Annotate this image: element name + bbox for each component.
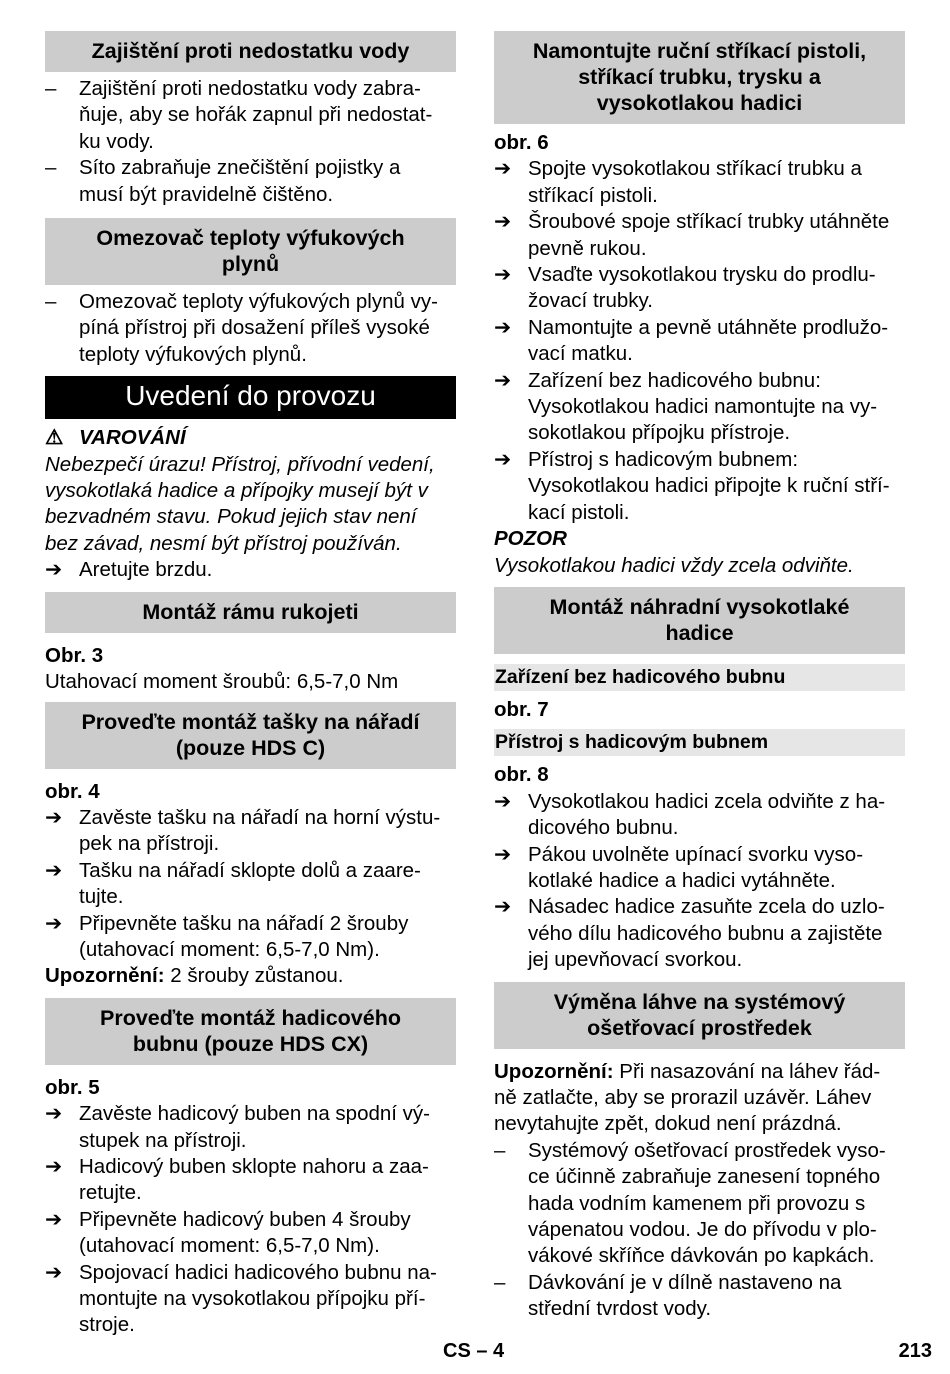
line: stupek na přístroji. <box>79 1128 247 1152</box>
line: Proveďte montáž tašky na nářadí <box>81 709 420 734</box>
line: vysokotlakou hadici <box>596 91 803 115</box>
line: (utahovací moment: 6,5-7,0 Nm). <box>79 1234 380 1258</box>
arrow-bullet-icon: ➔ <box>494 263 512 287</box>
water-shortage-list <box>45 76 456 208</box>
list-item <box>45 1154 456 1207</box>
line: bez závad, nesmí být přístroj používán. <box>45 531 402 555</box>
exhaust-limiter-list <box>45 289 456 368</box>
line: Připevněte hadicový buben 4 šrouby <box>79 1207 411 1231</box>
list-item <box>494 368 905 447</box>
line: hada vodním kamenem při provozu s <box>528 1191 866 1215</box>
heading-bottle-change <box>494 982 905 1049</box>
line: Proveďte montáž hadicového <box>100 1005 401 1030</box>
heading-exhaust-limiter <box>45 218 456 285</box>
line: střední tvrdost vody. <box>528 1297 712 1321</box>
line: vysokotlaká hadice a přípojky musejí být v <box>45 479 428 503</box>
line: stroje. <box>79 1313 135 1337</box>
list-item-text <box>79 911 456 964</box>
line: Tašku na nářadí sklopte dolů a zaare- <box>79 858 421 882</box>
line: tujte. <box>79 885 124 909</box>
list-item <box>494 789 905 842</box>
line: stříkací pistoli. <box>528 183 658 207</box>
line: Zavěste hadicový buben na spodní vý- <box>79 1102 430 1126</box>
line: Hadicový buben sklopte nahoru a zaa- <box>79 1154 429 1178</box>
list-item-text <box>79 805 456 858</box>
list-item-text <box>79 557 456 583</box>
figure-ref-7: obr. 7 <box>494 697 549 721</box>
line: pek na přístroji. <box>79 832 220 856</box>
line: Namontujte ruční stříkací pistoli, <box>532 39 867 63</box>
line: Omezovač teploty výfukových plynů vy- <box>79 290 438 314</box>
figure-ref-6: obr. 6 <box>494 131 549 154</box>
line: Spojte vysokotlakou stříkací trubku a <box>528 157 862 181</box>
arrow-bullet-icon: ➔ <box>45 1154 63 1178</box>
arrow-bullet-icon: ➔ <box>494 315 512 339</box>
caution-text: Vysokotlakou hadici vždy zcela odviňte. <box>494 553 854 577</box>
line: Pákou uvolněte upínací svorku vyso- <box>528 842 864 866</box>
list-item <box>45 858 456 911</box>
heading-water-shortage: Zajištění proti nedostatku vody <box>45 31 456 72</box>
list-item <box>494 156 905 209</box>
list-item-text <box>528 262 905 315</box>
figure-ref-8: obr. 8 <box>494 763 549 787</box>
warning-title: VAROVÁNÍ <box>79 426 186 450</box>
list-item <box>45 911 456 964</box>
line: teploty výfukových plynů. <box>79 342 307 366</box>
tool-bag-list <box>45 805 456 963</box>
list-item-text <box>528 368 905 447</box>
line: Nebezpečí úrazu! Přístroj, přívodní vedení, <box>45 452 435 476</box>
line: stříkací trubku, trysku a <box>578 65 821 89</box>
line: Šroubové spoje stříkací trubky utáhněte <box>528 210 890 234</box>
list-item <box>45 1207 456 1260</box>
line: retujte. <box>79 1181 142 1205</box>
line: bubnu (pouze HDS CX) <box>132 1031 369 1056</box>
line: dicového bubnu. <box>528 816 679 840</box>
list-item-text <box>528 447 905 526</box>
line: Vysokotlakou hadici namontujte na vy- <box>528 395 878 419</box>
arrow-bullet-icon: ➔ <box>494 368 512 392</box>
arrow-bullet-icon: ➔ <box>494 447 512 471</box>
line: (utahovací moment: 6,5-7,0 Nm). <box>79 937 380 961</box>
line: ošetřovací prostředek <box>587 1015 812 1040</box>
line: Vsaďte vysokotlakou trysku do prodlu- <box>528 263 876 287</box>
list-item <box>494 894 905 973</box>
subheading-no-drum: Zařízení bez hadicového bubnu <box>494 664 905 691</box>
list-item-text <box>79 1154 456 1207</box>
dash-bullet: – <box>494 1270 506 1294</box>
line: Dávkování je v dílně nastaveno na <box>528 1270 842 1294</box>
list-item <box>45 1260 456 1339</box>
footer-page-number: 213 <box>898 1340 932 1362</box>
line: jej upevňovací svorkou. <box>528 948 743 972</box>
line: musí být pravidelně čištěno. <box>79 182 334 206</box>
line: píná přístroj při dosažení příleš vysoké <box>79 316 430 340</box>
line: Přístroj s hadicovým bubnem: <box>528 447 799 471</box>
arrow-bullet-icon: ➔ <box>45 911 63 935</box>
spray-gun-list <box>494 156 905 526</box>
list-item-text <box>528 315 905 368</box>
caution-title: POZOR <box>494 527 567 551</box>
line: kotlaké hadice a hadici vytáhněte. <box>528 868 836 892</box>
line: Spojovací hadici hadicového bubnu na- <box>79 1260 437 1284</box>
arrow-bullet-icon: ➔ <box>45 858 63 882</box>
line: (pouze HDS C) <box>175 735 326 760</box>
line: Vysokotlakou hadici zcela odviňte z ha- <box>528 789 886 813</box>
line: Zajištění proti nedostatku vody zabra- <box>79 77 421 100</box>
list-item <box>494 1270 905 1323</box>
line: plynů <box>221 252 280 277</box>
warning-block <box>45 425 456 557</box>
arrow-bullet-icon: ➔ <box>494 789 512 813</box>
line: Násadec hadice zasuňte zcela do uzlo- <box>528 895 885 919</box>
figure-ref-5: obr. 5 <box>45 1075 100 1099</box>
list-item <box>45 155 456 208</box>
line: vákové skříňce dávkován po kapkách. <box>528 1244 875 1268</box>
hose-drum-list <box>45 1101 456 1339</box>
torque-text: Utahovací moment šroubů: 6,5-7,0 Nm <box>45 670 399 694</box>
replacement-hose-list <box>494 789 905 974</box>
line: Systémový ošetřovací prostředek vyso- <box>528 1138 886 1162</box>
list-item-text <box>79 155 456 208</box>
left-column <box>45 31 456 1339</box>
line: vého dílu hadicového bubnu a zajistěte <box>528 921 883 945</box>
line: montujte na vysokotlakou přípojku pří- <box>79 1287 426 1310</box>
line: vápenatou vodou. Je do přívodu v plo- <box>528 1218 877 1241</box>
line: Zařízení bez hadicového bubnu: <box>528 368 821 392</box>
dash-bullet: – <box>45 77 57 100</box>
dash-bullet: – <box>45 290 57 314</box>
list-item <box>494 1138 905 1270</box>
list-item-text <box>528 894 905 973</box>
heading-commissioning: Uvedení do provozu <box>45 376 456 419</box>
list-item <box>45 1101 456 1154</box>
line: Montáž náhradní vysokotlaké <box>549 594 850 619</box>
arrow-bullet-icon: ➔ <box>494 895 512 919</box>
list-item <box>45 805 456 858</box>
subheading-with-drum: Přístroj s hadicovým bubnem <box>494 729 905 756</box>
arrow-bullet-icon: ➔ <box>45 1102 63 1126</box>
dash-bullet: – <box>45 156 57 180</box>
list-item <box>45 76 456 155</box>
arrow-bullet-icon: ➔ <box>494 157 512 181</box>
line: sokotlakou přípojku přístroje. <box>528 421 791 445</box>
heading-hose-drum <box>45 998 456 1065</box>
line: pevně rukou. <box>528 236 647 260</box>
list-item <box>45 557 456 583</box>
list-item-text <box>528 1138 905 1270</box>
list-item <box>45 289 456 368</box>
bottle-list <box>494 1138 905 1323</box>
heading-handle-frame: Montáž rámu rukojeti <box>45 592 456 633</box>
arrow-bullet-icon: ➔ <box>494 210 512 234</box>
list-item-text <box>79 76 456 155</box>
list-item-text <box>528 209 905 262</box>
list-item-text <box>528 1270 905 1323</box>
list-item-text <box>79 1207 456 1260</box>
line: žovací trubky. <box>528 289 653 313</box>
footer-language-code: CS – 4 <box>443 1340 505 1362</box>
heading-spray-gun <box>494 31 905 124</box>
arrow-bullet-icon: ➔ <box>45 1260 63 1284</box>
list-item-text <box>79 1101 456 1154</box>
line: Aretujte brzdu. <box>79 558 213 582</box>
line: bezvadném stavu. Pokud jejich stav není <box>45 505 417 529</box>
arrow-bullet-icon: ➔ <box>494 842 512 866</box>
warning-text <box>45 452 456 558</box>
figure-ref-3: Obr. 3 <box>45 643 104 667</box>
dash-bullet: – <box>494 1138 506 1162</box>
arrow-bullet-icon: ➔ <box>45 1207 63 1231</box>
list-item-text <box>79 289 456 368</box>
tool-bag-note: Upozornění: 2 šrouby zůstanou. <box>45 964 344 988</box>
warning-triangle-icon: ⚠ <box>45 426 64 450</box>
list-item <box>494 842 905 895</box>
line: Připevněte tašku na nářadí 2 šrouby <box>79 911 409 935</box>
bottle-note: Upozornění: Při nasazování na láhev řád- ně zatlačte, aby se prorazil uzávěr. Láhev nevytahujte zpět, dokud není prázdná. <box>494 1059 881 1136</box>
line: Síto zabraňuje znečištění pojistky a <box>79 156 401 180</box>
heading-tool-bag <box>45 702 456 769</box>
line: hadice <box>665 620 734 645</box>
line: Výměna láhve na systémový <box>553 989 846 1014</box>
list-item-text <box>528 156 905 209</box>
list-item <box>494 209 905 262</box>
list-item-text <box>79 1260 456 1339</box>
commissioning-list <box>45 557 456 583</box>
figure-ref-4: obr. 4 <box>45 779 100 803</box>
line: kací pistoli. <box>528 500 630 524</box>
list-item-text <box>79 858 456 911</box>
list-item-text <box>528 789 905 842</box>
heading-replacement-hose <box>494 587 905 654</box>
arrow-bullet-icon: ➔ <box>45 558 63 582</box>
line: Vysokotlakou hadici připojte k ruční stří- <box>528 474 890 498</box>
line: Namontujte a pevně utáhněte prodlužo- <box>528 315 889 339</box>
line: ku vody. <box>79 129 154 153</box>
line: vací matku. <box>528 342 633 366</box>
list-item <box>494 315 905 368</box>
right-column <box>494 31 905 1323</box>
arrow-bullet-icon: ➔ <box>45 805 63 829</box>
line: Zavěste tašku na nářadí na horní výstu- <box>79 805 441 829</box>
line: ňuje, aby se hořák zapnul při nedostat- <box>79 103 433 127</box>
line: ce účinně zabraňuje zanesení topného <box>528 1165 881 1189</box>
list-item <box>494 447 905 526</box>
list-item <box>494 262 905 315</box>
list-item-text <box>528 842 905 895</box>
line: Omezovač teploty výfukových <box>96 226 405 251</box>
